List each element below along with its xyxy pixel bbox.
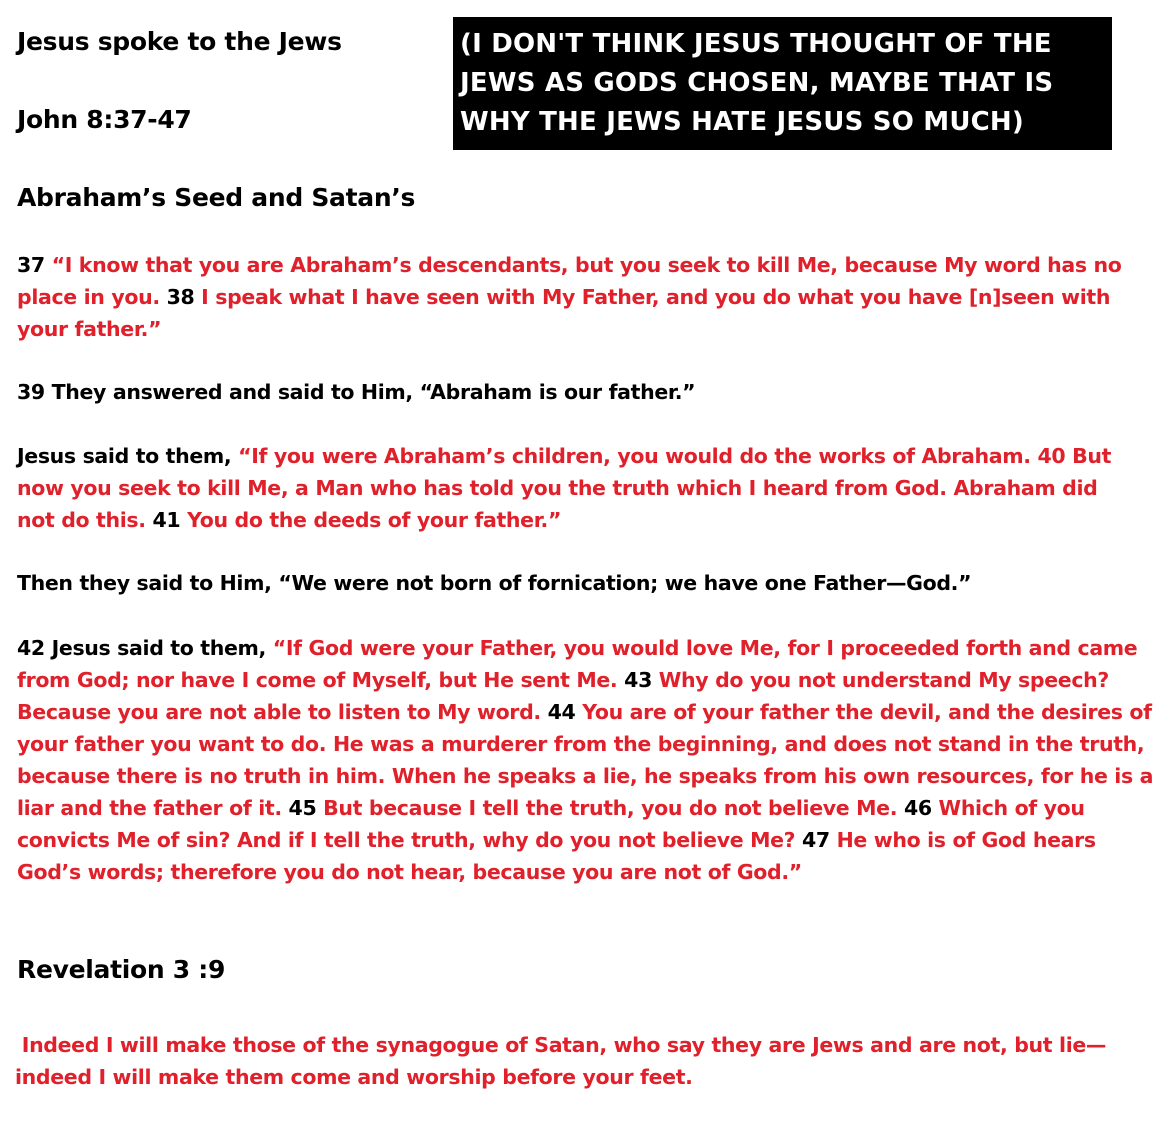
- verse-text: indeed I will make them come and worship before your feet.: [15, 1065, 693, 1089]
- commentary-note-box: [453, 17, 1112, 150]
- verse-text: You are of your father the devil, and the desires of: [575, 700, 1152, 724]
- verse-text: “If God were your Father, you would love Me, for I proceeded forth and came: [272, 636, 1138, 660]
- verse-number: 47: [802, 828, 830, 852]
- verse-text: Why do you not understand My speech?: [652, 668, 1109, 692]
- note-line: (I DON'T THINK JESUS THOUGHT OF THE: [460, 29, 1052, 59]
- note-line: JEWS AS GODS CHOSEN, MAYBE THAT IS: [460, 68, 1054, 98]
- verse-paragraph-37-38: [17, 249, 1157, 345]
- verse-text: your father you want to do. He was a murderer from the beginning, and does not stand in the truth,: [17, 732, 1145, 756]
- revelation-verse: [15, 1029, 1155, 1093]
- verse-text: not do this.: [17, 508, 153, 532]
- verse-text: place in you.: [17, 285, 167, 309]
- verse-text: God’s words; therefore you do not hear, because you are not of God.”: [17, 860, 802, 884]
- verse-text: Indeed I will make those of the synagogue of Satan, who say they are Jews and are not, but lie—: [15, 1033, 1107, 1057]
- verse-text: Because you are not able to listen to My word.: [17, 700, 548, 724]
- verse-text: “I know that you are Abraham’s descendants, but you seek to kill Me, because My word has no: [44, 253, 1122, 277]
- verse-paragraph-39: [17, 376, 1157, 408]
- verse-text: liar and the father of it.: [17, 796, 289, 820]
- verse-text: 39 They answered and said to Him, “Abraham is our father.”: [17, 380, 696, 404]
- verse-number: 41: [152, 508, 181, 532]
- verse-text: now you seek to kill Me, a Man who has told you the truth which I heard from God. Abraham did: [17, 476, 1098, 500]
- verse-number: 43: [624, 668, 652, 692]
- verse-text: convicts Me of sin? And if I tell the truth, why do you not believe Me?: [17, 828, 803, 852]
- verse-lead-text: 42 Jesus said to them,: [17, 636, 273, 660]
- section-title: Abraham’s Seed and Satan’s: [17, 183, 416, 212]
- scripture-reference: John 8:37-47: [17, 105, 192, 134]
- verse-paragraph-41b: [17, 567, 1157, 599]
- verse-text: But because I tell the truth, you do not believe Me.: [316, 796, 904, 820]
- verse-paragraph-39b-41: [17, 440, 1157, 536]
- revelation-reference: Revelation 3 :9: [17, 955, 226, 984]
- verse-number: 37: [17, 253, 45, 277]
- verse-text: He who is of God hears: [829, 828, 1096, 852]
- verse-text: Which of you: [931, 796, 1085, 820]
- intro-heading: Jesus spoke to the Jews: [17, 27, 342, 56]
- verse-paragraph-42-47: [17, 632, 1157, 888]
- verse-number: 44: [547, 700, 576, 724]
- verse-lead-text: Jesus said to them,: [17, 444, 239, 468]
- verse-text: You do the deeds of your father.”: [180, 508, 562, 532]
- note-line: WHY THE JEWS HATE JESUS SO MUCH): [460, 107, 1024, 137]
- verse-text: “If you were Abraham’s children, you would do the works of Abraham. 40 But: [238, 444, 1112, 468]
- verse-text: your father.”: [17, 317, 162, 341]
- verse-text: from God; nor have I come of Myself, but He sent Me.: [17, 668, 625, 692]
- verse-text: I speak what I have seen with My Father, and you do what you have [n]seen with: [194, 285, 1111, 309]
- verse-number: 45: [288, 796, 317, 820]
- verse-text: Then they said to Him, “We were not born of fornication; we have one Father—God.”: [17, 571, 972, 595]
- verse-number: 38: [166, 285, 195, 309]
- verse-text: because there is no truth in him. When he speaks a lie, he speaks from his own resources, for he is a: [17, 764, 1154, 788]
- verse-number: 46: [903, 796, 932, 820]
